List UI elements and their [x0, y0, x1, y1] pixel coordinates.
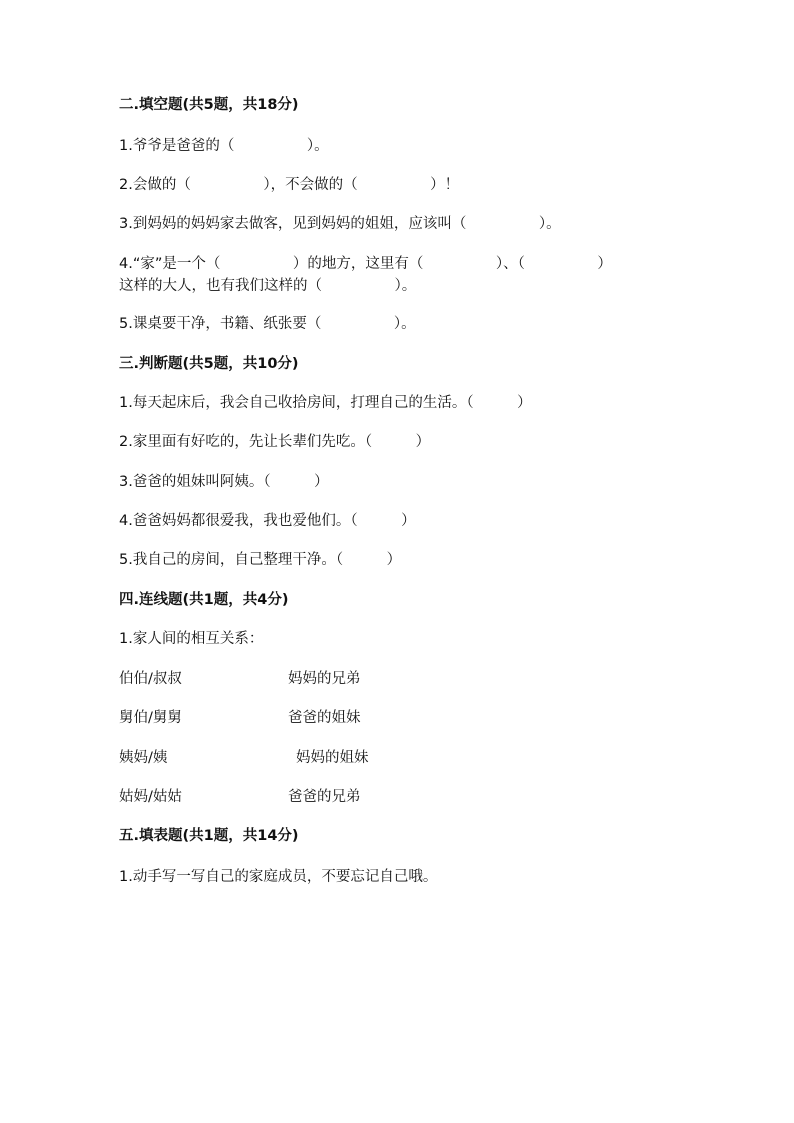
fill-question-3: 3.到妈妈的妈妈家去做客，见到妈妈的姐姐，应该叫（ ）。 [119, 216, 561, 232]
match-question-1: 1.家人间的相互关系： [119, 631, 264, 647]
match-right-item: 爸爸的兄弟 [288, 789, 361, 805]
table-question-1: 1.动手写一写自己的家庭成员，不要忘记自己哦。 [119, 869, 438, 885]
match-right-item: 妈妈的兄弟 [288, 671, 361, 687]
judge-question-2: 2.家里面有好吃的，先让长辈们先吃。（ ） [119, 434, 431, 450]
match-right-item: 妈妈的姐妹 [296, 750, 369, 766]
judge-question-3: 3.爸爸的姐妹叫阿姨。（ ） [119, 474, 329, 490]
match-left-item: 姑妈/姑姑 [119, 789, 182, 805]
fill-question-4-line-2: 这样的大人，也有我们这样的（ ）。 [119, 278, 417, 294]
match-left-item: 姨妈/姨 [119, 750, 168, 766]
judge-question-1: 1.每天起床后，我会自己收拾房间，打理自己的生活。（ ） [119, 395, 532, 411]
match-left-item: 舅伯/舅舅 [119, 710, 182, 726]
match-right-item: 爸爸的姐妹 [288, 710, 361, 726]
judge-question-4: 4.爸爸妈妈都很爱我，我也爱他们。（ ） [119, 513, 416, 529]
judge-question-5: 5.我自己的房间，自己整理干净。（ ） [119, 552, 402, 568]
section-heading-table: 五.填表题(共1题，共14分) [119, 828, 299, 844]
fill-question-2: 2.会做的（ ），不会做的（ ）！ [119, 177, 460, 193]
match-left-item: 伯伯/叔叔 [119, 671, 182, 687]
section-heading-judgment: 三.判断题(共5题，共10分) [119, 356, 299, 372]
section-heading-matching: 四.连线题(共1题，共4分) [119, 592, 289, 608]
fill-question-5: 5.课桌要干净，书籍、纸张要（ ）。 [119, 316, 416, 332]
fill-question-4-line-1: 4.“家”是一个（ ）的地方，这里有（ ）、（ ） [119, 256, 612, 272]
fill-question-1: 1.爷爷是爸爸的（ ）。 [119, 138, 329, 154]
section-heading-fill-blank: 二.填空题(共5题，共18分) [119, 97, 299, 113]
